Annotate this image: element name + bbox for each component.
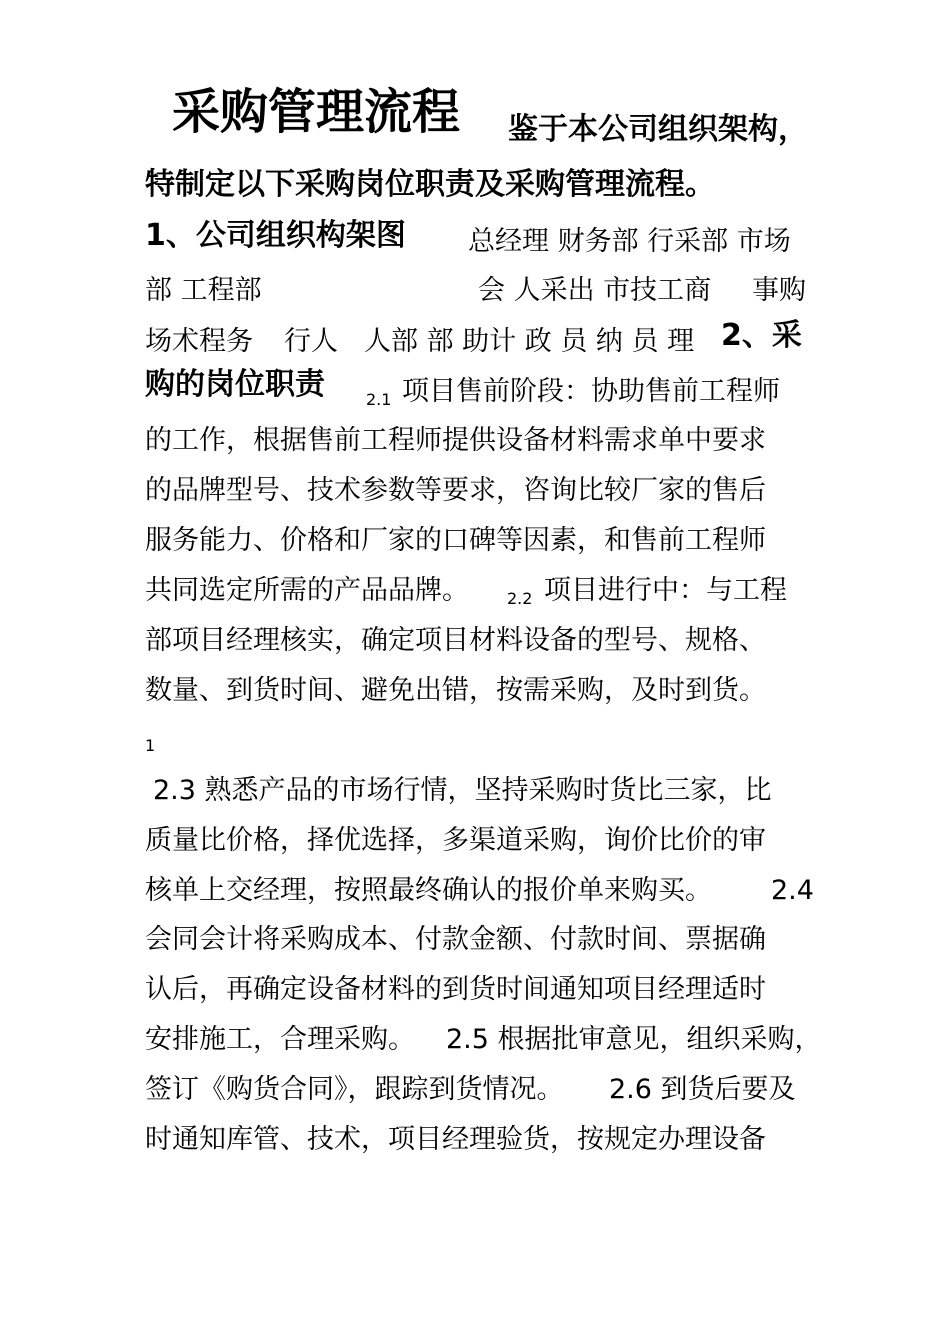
section-1-heading: 1、公司组织构架图 (145, 218, 406, 253)
body-line-12: 质量比价格，择优选择，多渠道采购，询价比价的审 (145, 825, 766, 856)
body-line-11: 2.3 熟悉产品的市场行情，坚持采购时货比三家，比 (153, 775, 772, 806)
org-chart-line-3c: 人部 部 助计 政 员 纳 员 理 (364, 326, 695, 357)
body-line-7: 服务能力、价格和厂家的口碑等因素，和售前工程师 (145, 525, 766, 556)
body-line-13: 核单上交经理，按照最终确认的报价单来购买。 (145, 875, 712, 906)
page-number: 1 (145, 736, 156, 755)
body-line-16: 安排施工，合理采购。 (145, 1024, 415, 1055)
section-2-heading-a: 2、采 (721, 318, 802, 353)
org-chart-line-1: 总经理 财务部 行采部 市场 (468, 226, 791, 257)
body-line-10: 数量、到货时间、避免出错，按需采购，及时到货。 (145, 675, 766, 706)
body-line-16b: 2.5 根据批审意见，组织采购， (446, 1024, 822, 1055)
body-line-6: 的品牌型号、技术参数等要求，咨询比较厂家的售后 (145, 475, 766, 506)
org-chart-line-3b: 行人 (284, 326, 338, 357)
item-2-1-text: 项目售前阶段：协助售前工程师 (402, 376, 780, 407)
body-line-15: 认后，再确定设备材料的到货时间通知项目经理适时 (145, 974, 766, 1005)
section-2-heading-b: 购的岗位职责 (145, 367, 325, 402)
body-line-17b: 2.6 到货后要及 (609, 1074, 796, 1105)
item-number-2-4: 2.4 (771, 875, 814, 906)
document-title: 采购管理流程 (172, 84, 461, 140)
body-line-9: 部项目经理核实，确定项目材料设备的型号、规格、 (145, 625, 766, 656)
org-chart-line-3a: 场术程务 (145, 326, 253, 357)
body-line-17: 签订《购货合同》，跟踪到货情况。 (145, 1074, 564, 1105)
body-line-5: 的工作，根据售前工程师提供设备材料需求单中要求 (145, 425, 766, 456)
org-chart-line-2b: 会 人采出 市技工商 (478, 275, 712, 306)
body-line-14: 会同会计将采购成本、付款金额、付款时间、票据确 (145, 924, 766, 955)
item-number-2-1: 2.1 (366, 390, 392, 409)
body-line-8: 共同选定所需的产品品牌。 (145, 575, 469, 606)
item-2-2-text: 项目进行中：与工程 (544, 575, 787, 606)
org-chart-line-2a: 部 工程部 (145, 275, 262, 306)
body-line-18: 时通知库管、技术，项目经理验货，按规定办理设备 (145, 1124, 766, 1155)
item-number-2-2: 2.2 (507, 589, 533, 608)
intro-line-1: 鉴于本公司组织架构， (508, 112, 808, 147)
intro-line-2: 特制定以下采购岗位职责及采购管理流程。 (145, 167, 715, 202)
org-chart-line-2c: 事购 (752, 275, 806, 306)
